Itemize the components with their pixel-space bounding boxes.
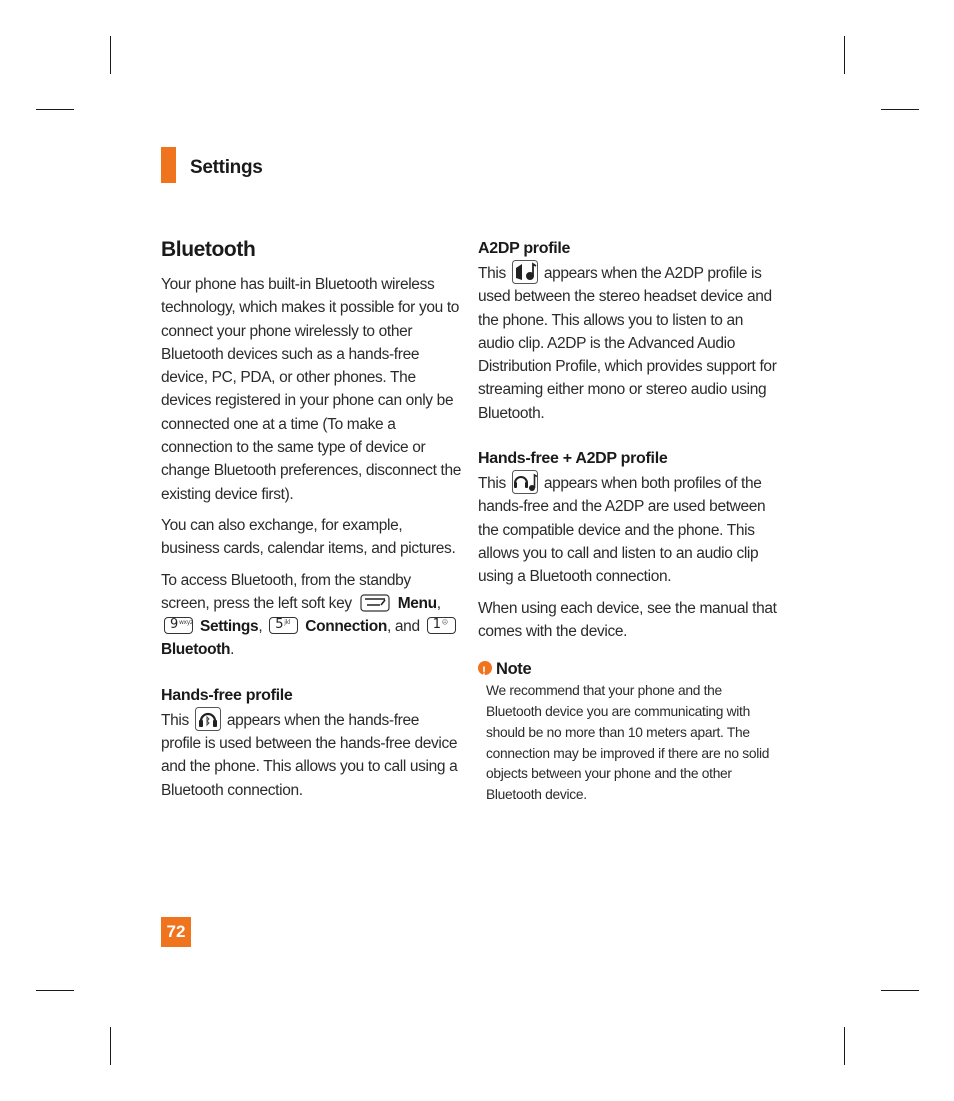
a2dp-paragraph: This appears when the A2DP profile is used between the stereo headset device and the phone. This allows you to listen to an audio clip. A2DP is the Advanced Audio Distribution Profile, which provides support for streaming either mono or stereo audio using Bluetooth. [478,260,778,425]
settings-label: Settings [199,618,259,636]
key-5-icon: 5 jkl [269,617,298,634]
crop-mark [110,1027,111,1065]
crop-mark [36,990,74,991]
menu-label: Menu [397,594,437,612]
a2dp-profile-icon [512,260,538,284]
crop-mark [36,109,74,110]
note-heading: !Note [478,657,778,681]
crop-mark [881,109,919,110]
handsfree-heading: Hands-free profile [161,686,293,704]
section-title: Settings [190,157,263,178]
exchange-paragraph: You can also exchange, for example, business cards, calendar items, and pictures. [161,516,456,558]
handsfree-paragraph: This appears when the hands-free profile is used between the hands-free device and the phone. This allows you to call using a Bluetooth connection. [161,707,461,802]
note-text: We recommend that your phone and the Bluetooth device you are communicating with should be no more than 10 meters apart. The connection may be improved if there are no solid objects between your phone and the other Bluetooth device. [486,683,770,803]
manual-paragraph: When using each device, see the manual that comes with the device. [478,599,777,640]
left-column [161,237,461,810]
crop-mark [110,36,111,74]
handsfree-a2dp-profile-icon [512,470,538,494]
a2dp-heading: A2DP profile [478,240,571,257]
crop-mark [844,1027,845,1065]
connection-label: Connection [305,618,387,636]
page-number: 72 [161,917,191,947]
handsfree-profile-icon [195,707,221,731]
note-icon [478,661,492,675]
section-bar [161,147,176,183]
crop-mark [881,990,919,991]
page-title: Bluetooth [161,238,256,261]
handsfree-a2dp-paragraph: This appears when both profiles of the hands-free and the A2DP are used between the compatible device and the phone. This allows you to call and listen to an audio clip using a Bluetooth connection. [478,470,778,588]
key-1-icon: 1 ☹ [427,617,456,634]
intro-paragraph: Your phone has built-in Bluetooth wireless technology, which makes it possible for you to connect your phone wirelessly to other Bluetooth devices such as a hands-free device, PC, PDA, or other phones. The devices registered in your phone can only be connected one at a time (To make a connection to the same type of device or change Bluetooth preferences, disconnect the existing device first). [161,276,461,503]
right-column [478,237,778,806]
access-paragraph: To access Bluetooth, from the standby screen, press the left soft key Menu, 9 wxyz Settings, 5 jkl Connection, and 1 ☹ Bluetooth. [161,569,461,662]
key-9-icon: 9 wxyz [164,617,193,634]
crop-mark [844,36,845,74]
handsfree-a2dp-heading: Hands-free + A2DP profile [478,450,668,468]
softkey-icon [360,594,390,612]
bluetooth-label: Bluetooth [161,641,231,659]
